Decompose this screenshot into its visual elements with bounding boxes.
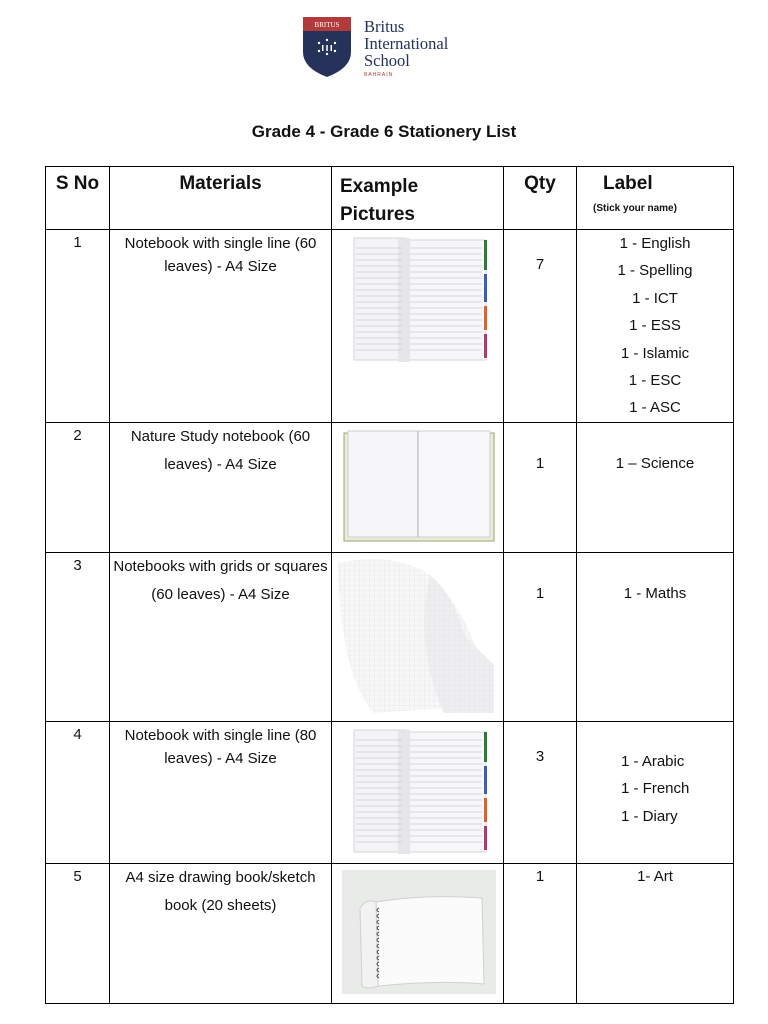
stationery-table: [45, 166, 734, 1004]
label-item: 1- Art: [637, 868, 673, 885]
label-item: 1 – Science: [615, 455, 695, 472]
label-item: 1 - Diary: [621, 807, 678, 825]
label-item: 1 - ESS: [629, 317, 681, 335]
quantity: 3: [504, 722, 577, 864]
label-cell: [577, 722, 734, 864]
column-header-label-note: (Stick your name): [593, 203, 677, 214]
label-cell: [577, 230, 734, 423]
label-cell: [577, 864, 734, 1004]
school-crest-icon: [302, 16, 352, 78]
column-header-pictures-line2: Pictures: [340, 204, 415, 225]
lined-notebook-image: [336, 234, 498, 368]
logo-badge-text: BRITUS: [314, 21, 340, 29]
column-header-label: [577, 167, 734, 230]
label-item: 1 - Islamic: [620, 344, 690, 362]
example-picture: [332, 864, 504, 1004]
school-logo: [302, 16, 472, 82]
label-cell: [577, 423, 734, 553]
example-picture: [332, 722, 504, 864]
column-header-pictures-line1: Example: [340, 176, 419, 197]
label-item: 1 - Spelling: [617, 262, 693, 280]
row-number: 4: [46, 722, 110, 864]
column-header-qty: Qty: [504, 167, 577, 230]
school-name: [364, 18, 448, 69]
material-description: A4 size drawing book/sketch book (20 sheets): [110, 864, 332, 1004]
label-item: 1 - ESC: [628, 372, 682, 390]
column-header-materials: Materials: [110, 167, 332, 230]
label-list: [577, 748, 733, 830]
label-list: [577, 585, 733, 602]
spiral-sketchbook-image: [336, 868, 498, 996]
quantity: 7: [504, 230, 577, 423]
grid-notebook-image: [334, 555, 500, 715]
row-number: 1: [46, 230, 110, 423]
table-row: [46, 864, 734, 1004]
material-description: Notebook with single line (60 leaves) - A4 Size: [110, 230, 332, 423]
column-header-label-text: Label: [603, 173, 653, 194]
label-item: 1 - Arabic: [621, 753, 685, 770]
logo-subtitle: BAHRAIN: [364, 72, 394, 78]
label-item: 1 - English: [619, 235, 691, 252]
label-list: [577, 868, 733, 885]
table-row: [46, 230, 734, 423]
label-cell: [577, 553, 734, 722]
table-header-row: [46, 167, 734, 230]
quantity: 1: [504, 553, 577, 722]
label-list: [577, 230, 733, 422]
quantity: 1: [504, 423, 577, 553]
example-picture: [332, 423, 504, 553]
material-description: Notebooks with grids or squares (60 leaves) - A4 Size: [110, 553, 332, 722]
row-number: 3: [46, 553, 110, 722]
label-item: 1 - ICT: [632, 289, 678, 307]
example-picture: [332, 230, 504, 423]
quantity: 1: [504, 864, 577, 1004]
column-header-pictures: [332, 167, 504, 230]
label-item: 1 - Maths: [623, 585, 687, 602]
label-list: [577, 455, 733, 472]
example-picture: [332, 553, 504, 722]
page-title: Grade 4 - Grade 6 Stationery List: [251, 122, 517, 141]
row-number: 2: [46, 423, 110, 553]
column-header-sno: S No: [46, 167, 110, 230]
label-item: 1 - French: [621, 780, 690, 798]
row-number: 5: [46, 864, 110, 1004]
table-row: [46, 722, 734, 864]
material-description: Nature Study notebook (60 leaves) - A4 Size: [110, 423, 332, 553]
open-blank-notebook-image: [336, 427, 498, 543]
table-row: [46, 553, 734, 722]
school-name-line: International: [364, 34, 449, 53]
school-name-line: Britus: [364, 17, 405, 36]
lined-notebook-image: [336, 726, 498, 858]
label-item: 1 - ASC: [629, 399, 681, 417]
table-row: [46, 423, 734, 553]
material-description: Notebook with single line (80 leaves) - A4 Size: [110, 722, 332, 864]
school-name-line: School: [364, 51, 410, 70]
